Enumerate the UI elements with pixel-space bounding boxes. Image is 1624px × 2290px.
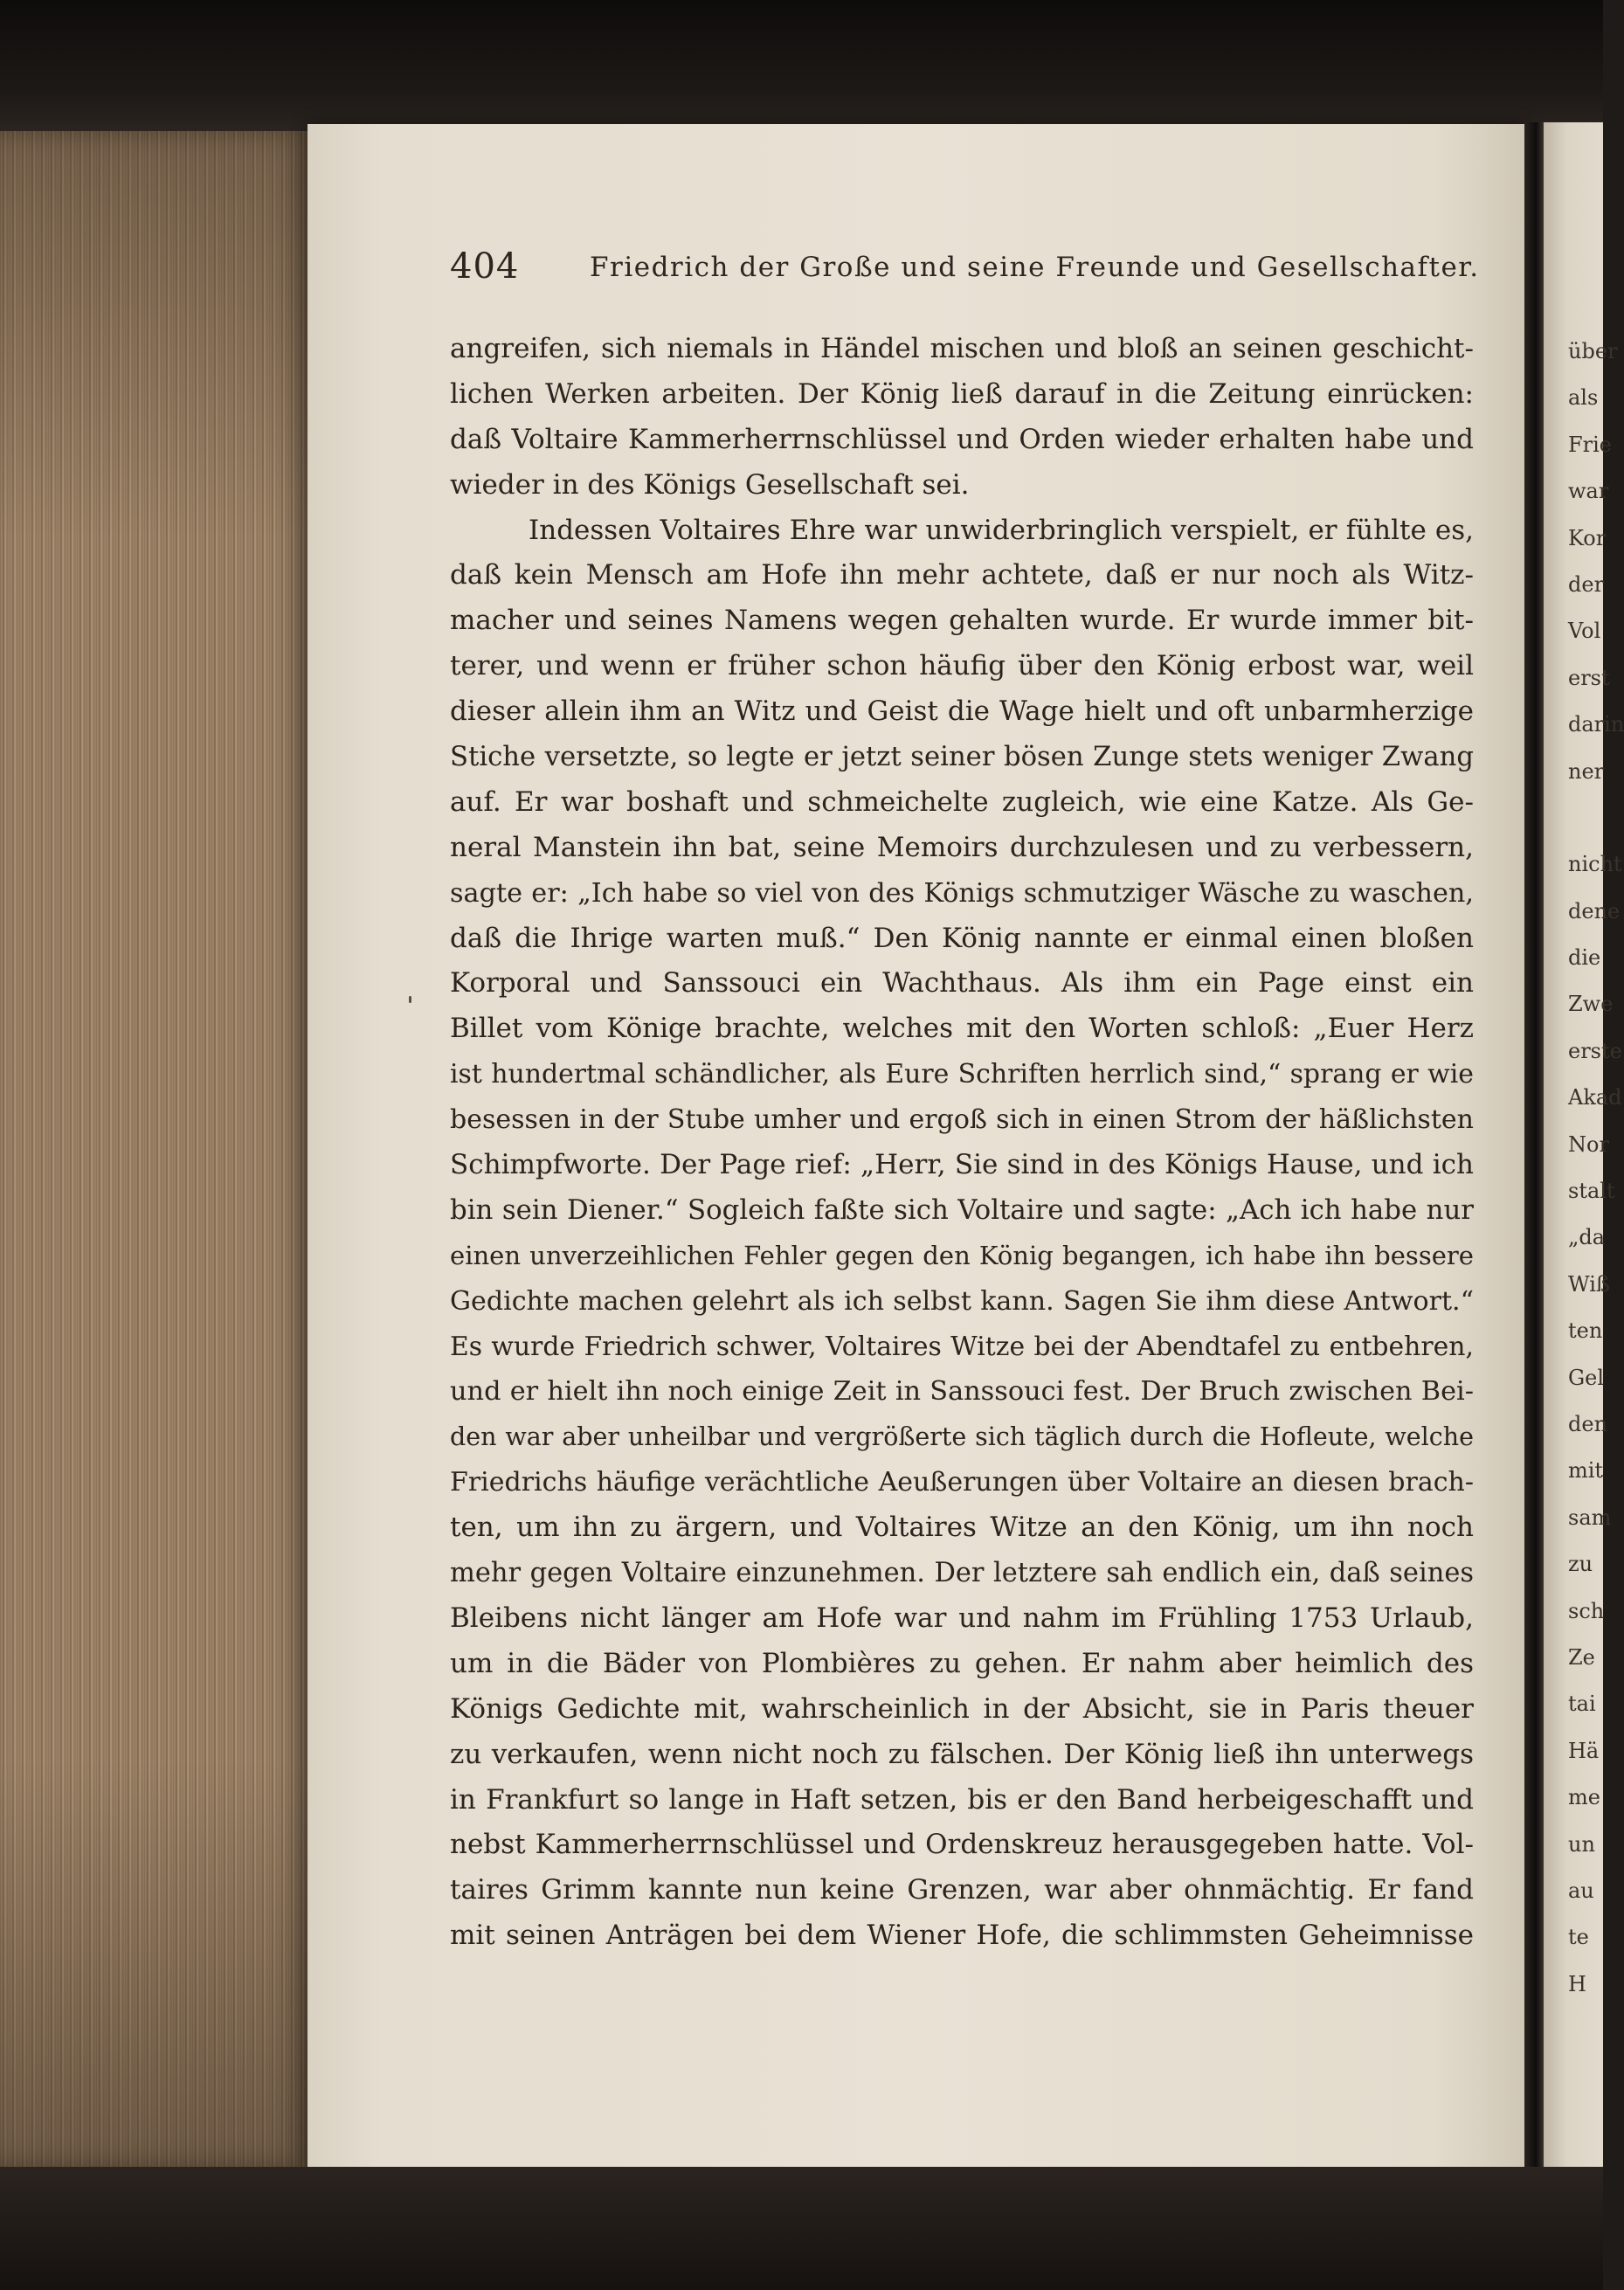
- running-title: Friedrich der Große und seine Freunde und Gesellschafter.: [590, 252, 1480, 283]
- facing-page-fragment: Gel: [1568, 1365, 1605, 1390]
- facing-page-fragment: au: [1568, 1878, 1594, 1903]
- text-line: auf. Er war boshaft und schmeichelte zugleich, wie eine Katze. Als Ge-: [450, 785, 1474, 818]
- facing-page-fragment: tai: [1568, 1692, 1596, 1717]
- facing-page-fragment: H: [1568, 1971, 1586, 1996]
- text-line: terer, und wenn er früher schon häufig über den König erbost war, weil: [450, 650, 1474, 682]
- text-line: Friedrichs häufige verächtliche Aeußerungen über Voltaire an diesen brach-: [450, 1467, 1474, 1498]
- facing-page-fragment: Wiß: [1568, 1271, 1610, 1297]
- book-gutter: [1524, 122, 1544, 2176]
- facing-page-fragment: Hä: [1568, 1738, 1600, 1763]
- text-line: wieder in des Königs Gesellschaft sei.: [450, 468, 970, 501]
- text-line: mehr gegen Voltaire einzunehmen. Der letztere sah endlich ein, daß seines: [450, 1558, 1474, 1589]
- facing-page-fragment: darin: [1568, 712, 1624, 737]
- text-line: bin sein Diener.“ Sogleich faßte sich Voltaire und sagte: „Ach ich habe nur: [450, 1193, 1474, 1226]
- facing-page-fragment: Akad: [1568, 1085, 1622, 1110]
- text-line: den war aber unheilbar und vergrößerte sich täglich durch die Hofleute, welche: [450, 1422, 1474, 1452]
- book-page-edges: [0, 131, 314, 2167]
- background-bottom: [0, 2167, 1603, 2290]
- text-line: in Frankfurt so lange in Haft setzen, bis er den Band herbeigeschafft und: [450, 1783, 1474, 1816]
- facing-page-fragment: Zwe: [1568, 992, 1614, 1017]
- text-line: einen unverzeihlichen Fehler gegen den König begangen, ich habe ihn bessere: [450, 1240, 1474, 1270]
- facing-page-fragment: Frie: [1568, 432, 1613, 457]
- text-line: daß die Ihrige warten muß.“ Den König nannte er einmal einen bloßen: [450, 922, 1474, 954]
- facing-page-fragment: me: [1568, 1785, 1600, 1810]
- facing-page-fragment: Nor: [1568, 1131, 1609, 1157]
- facing-page-fragment: die: [1568, 945, 1601, 971]
- facing-page-fragment: ner: [1568, 758, 1605, 784]
- text-line: Gedichte machen gelehrt als ich selbst kann. Sagen Sie ihm diese Antwort.“: [450, 1285, 1474, 1317]
- text-line: neral Manstein ihn bat, seine Memoirs durchzulesen und zu verbessern,: [450, 831, 1474, 863]
- text-line: ist hundertmal schändlicher, als Eure Schriften herrlich sind,“ sprang er wie: [450, 1059, 1474, 1090]
- text-line: Schimpfworte. Der Page rief: „Herr, Sie sind in des Königs Hause, und ich: [450, 1149, 1474, 1181]
- text-line: ten, um ihn zu ärgern, und Voltaires Witze an den König, um ihn noch: [450, 1512, 1474, 1544]
- text-line: macher und seines Namens wegen gehalten wurde. Er wurde immer bit-: [450, 605, 1474, 637]
- ink-speck: [409, 996, 411, 1003]
- facing-page-fragment: mit: [1568, 1458, 1604, 1484]
- text-line: sagte er: „Ich habe so viel von des Königs schmutziger Wäsche zu waschen,: [450, 877, 1474, 909]
- text-line: Königs Gedichte mit, wahrscheinlich in der Absicht, sie in Paris theuer: [450, 1692, 1474, 1725]
- facing-page-fragment: dene: [1568, 898, 1621, 924]
- text-line: mit seinen Anträgen bei dem Wiener Hofe, die schlimmsten Geheimnisse: [450, 1920, 1474, 1952]
- facing-page-fragment: den: [1568, 1411, 1608, 1436]
- text-line: Indessen Voltaires Ehre war unwiderbringlich verspielt, er fühlte es,: [529, 514, 1474, 546]
- facing-page-fragment: Ze: [1568, 1644, 1595, 1670]
- text-line: daß Voltaire Kammerherrnschlüssel und Orden wieder erhalten habe und: [450, 423, 1474, 455]
- facing-page-fragment: „da: [1568, 1225, 1606, 1250]
- text-line: lichen Werken arbeiten. Der König ließ darauf in die Zeitung einrücken:: [450, 377, 1474, 410]
- text-line: um in die Bäder von Plombières zu gehen. Er nahm aber heimlich des: [450, 1647, 1474, 1679]
- facing-page-fragment: zu: [1568, 1552, 1593, 1577]
- facing-page-fragment: war: [1568, 479, 1609, 504]
- text-line: taires Grimm kannte nun keine Grenzen, war aber ohnmächtig. Er fand: [450, 1874, 1474, 1906]
- text-line: Korporal und Sanssouci ein Wachthaus. Als ihm ein Page einst ein: [450, 967, 1474, 1000]
- text-line: besessen in der Stube umher und ergoß sich in einen Strom der häßlichsten: [450, 1104, 1474, 1136]
- text-line: Bleibens nicht länger am Hofe war und nahm im Frühling 1753 Urlaub,: [450, 1602, 1474, 1634]
- background: [0, 0, 1603, 131]
- facing-page-fragment: Vol: [1568, 619, 1601, 644]
- facing-page-fragment: nicht: [1568, 852, 1622, 877]
- facing-page-fragment: der: [1568, 571, 1605, 597]
- facing-page-fragment: über: [1568, 339, 1618, 363]
- facing-page-fragment: ten: [1568, 1318, 1603, 1344]
- text-line: Es wurde Friedrich schwer, Voltaires Witze bei der Abendtafel zu entbehren,: [450, 1331, 1474, 1362]
- facing-page-fragment: sam: [1568, 1505, 1612, 1530]
- facing-page-fragment: un: [1568, 1831, 1595, 1857]
- page-header: [450, 246, 1480, 290]
- text-line: und er hielt ihn noch einige Zeit in Sanssouci fest. Der Bruch zwischen Bei-: [450, 1376, 1474, 1408]
- body-text: [450, 327, 1474, 1959]
- facing-page-text: [1568, 329, 1624, 2008]
- facing-page-fragment: [1568, 795, 1603, 841]
- facing-page-fragment: sch: [1568, 1598, 1605, 1623]
- page-number: 404: [450, 246, 520, 287]
- facing-page-fragment: erste: [1568, 1038, 1622, 1063]
- text-line: Stiche versetzte, so legte er jetzt seiner bösen Zunge stets weniger Zwang: [450, 742, 1474, 773]
- text-line: angreifen, sich niemals in Händel mischen und bloß an seinen geschicht-: [450, 333, 1474, 364]
- facing-page-fragment: te: [1568, 1925, 1589, 1950]
- text-line: dieser allein ihm an Witz und Geist die Wage hielt und oft unbarmherzige: [450, 695, 1474, 728]
- facing-page-fragment: erst: [1568, 665, 1610, 690]
- text-line: zu verkaufen, wenn nicht noch zu fälschen. Der König ließ ihn unterwegs: [450, 1738, 1474, 1770]
- text-line: daß kein Mensch am Hofe ihn mehr achtete, daß er nur noch als Witz-: [450, 559, 1474, 592]
- facing-page-fragment: Kor: [1568, 525, 1607, 550]
- text-line: Billet vom Könige brachte, welches mit den Worten schloß: „Euer Herz: [450, 1013, 1474, 1045]
- text-line: nebst Kammerherrnschlüssel und Ordenskreuz herausgegeben hatte. Vol-: [450, 1829, 1474, 1861]
- facing-page-fragment: stalt: [1568, 1179, 1615, 1204]
- facing-page-fragment: als: [1568, 385, 1599, 411]
